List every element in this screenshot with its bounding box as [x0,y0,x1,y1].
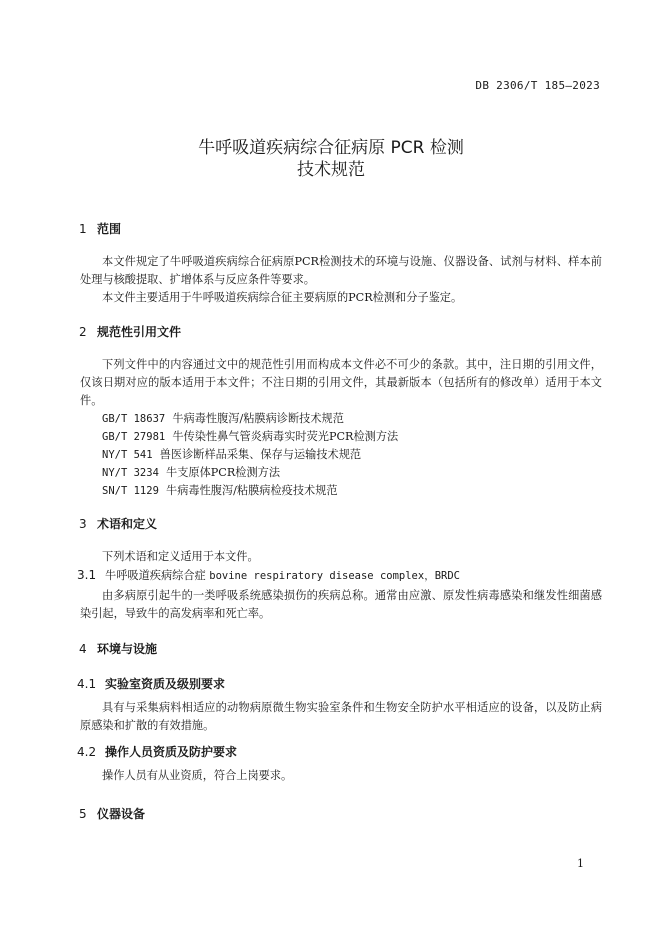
document-title-line2: 技术规范 [297,160,365,180]
reference-title: 牛病毒性腹泻/粘膜病检疫技术规范 [166,484,338,497]
section-title: 范围 [97,222,122,236]
section-number: 2 [79,325,87,339]
standard-code: DB 2306/T 185—2023 [475,79,600,92]
section-title: 仪器设备 [97,807,146,821]
section-4-heading [79,640,157,657]
reference-item [102,482,338,500]
page-number: 1 [577,857,584,870]
subsection-4-2-paragraph: 操作人员有从业资质，符合上岗要求。 [102,769,293,782]
subsection-number: 4.2 [77,745,97,759]
reference-code: NY/T 541 [102,449,153,461]
reference-item [102,428,398,446]
section-1-heading [79,220,121,237]
reference-title: 兽医诊断样品采集、保存与运输技术规范 [159,448,362,461]
reference-item [102,464,280,482]
section-2-heading [79,323,181,340]
section-3-heading [79,515,157,532]
reference-item [102,410,344,428]
reference-code: GB/T 18637 [102,413,166,425]
term-definition: 由多病原引起牛的一类呼吸系统感染损伤的疾病总称。通常由应激、原发性病毒感染和继发性细菌感染引起，导致牛的高发病率和死亡率。 [80,589,602,620]
section-1-paragraph-2: 本文件主要适用于牛呼吸道疾病综合征主要病原的PCR检测和分子鉴定。 [102,291,463,304]
reference-item [102,446,361,464]
section-3-paragraph-1: 下列术语和定义适用于本文件。 [102,550,259,563]
section-number: 5 [79,807,87,821]
reference-title: 牛病毒性腹泻/粘膜病诊断技术规范 [172,412,344,425]
section-title: 规范性引用文件 [97,325,182,339]
section-5-heading [79,805,145,822]
subsection-number: 4.1 [77,677,97,691]
section-title: 环境与设施 [97,642,158,656]
section-number: 3 [79,517,87,531]
reference-code: SN/T 1129 [102,485,159,497]
subsection-4-1-paragraph: 具有与采集病料相适应的动物病原微生物实验室条件和生物安全防护水平相适应的设备，以及防止病原感染和扩散的有效措施。 [80,701,602,732]
reference-title: 牛支原体PCR检测方法 [166,466,281,479]
subsection-4-2-heading [77,743,237,760]
section-number: 1 [79,222,87,236]
document-title-line1: 牛呼吸道疾病综合征病原 PCR 检测 [198,138,464,158]
term-chinese: 牛呼吸道疾病综合症 [105,569,206,582]
subsection-title: 操作人员资质及防护要求 [105,745,238,759]
subsection-4-1-heading [77,675,225,692]
section-number: 4 [79,642,87,656]
section-title: 术语和定义 [97,517,158,531]
subsection-title: 实验室资质及级别要求 [105,677,226,691]
reference-title: 牛传染性鼻气管炎病毒实时荧光PCR检测方法 [172,430,399,443]
section-2-paragraph-1: 下列文件中的内容通过文中的规范性引用而构成本文件必不可少的条款。其中，注日期的引用文件，仅该日期对应的版本适用于本文件；不注日期的引用文件，其最新版本（包括所有的修改单）适用于本文件。 [80,358,602,407]
reference-code: GB/T 27981 [102,431,166,443]
term-3-1 [77,567,460,583]
term-number: 3.1 [77,568,97,582]
term-english: bovine respiratory disease complex，BRDC [209,570,460,582]
reference-code: NY/T 3234 [102,467,159,479]
section-1-paragraph-1: 本文件规定了牛呼吸道疾病综合征病原PCR检测技术的环境与设施、仪器设备、试剂与材料、样本前处理与核酸提取、扩增体系与反应条件等要求。 [80,255,602,286]
